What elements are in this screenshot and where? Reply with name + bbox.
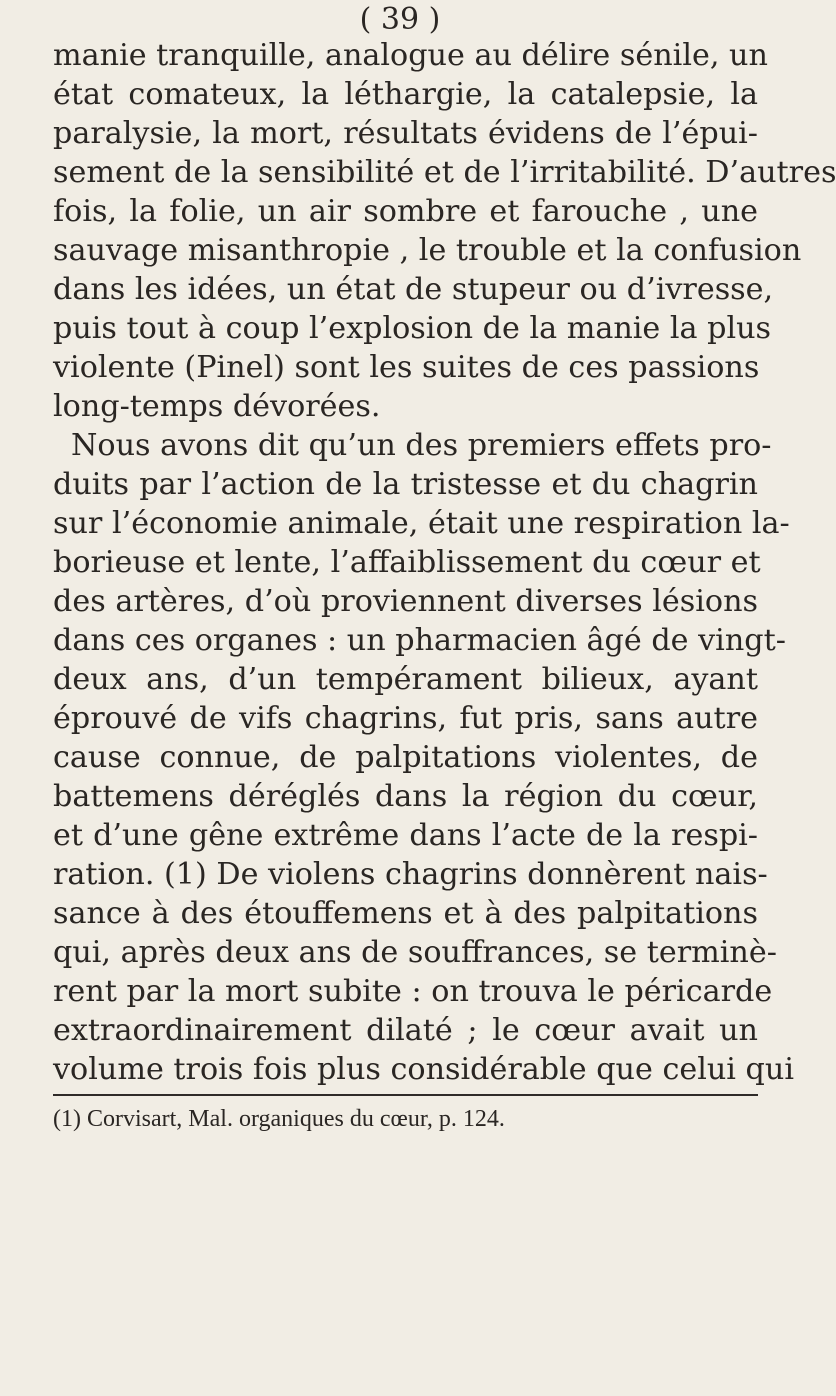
text-line: sauvage misanthropie , le trouble et la confusion [53, 233, 802, 268]
text-line: fois, la folie, un air sombre et farouche , une [53, 194, 758, 229]
text-line: sur l’économie animale, était une respiration la- [53, 506, 790, 541]
text-line: cause connue, de palpitations violentes, de [53, 740, 758, 775]
text-line: Nous avons dit qu’un des premiers effets pro- [71, 428, 772, 463]
text-line: puis tout à coup l’explosion de la manie la plus [53, 311, 772, 346]
text-line: et d’une gêne extrême dans l’acte de la respi- [53, 818, 758, 853]
text-line: violente (Pinel) sont les suites de ces passions [53, 350, 760, 385]
text-line: battemens déréglés dans la région du cœur, [53, 779, 758, 814]
text-line: des artères, d’où proviennent diverses lésions [53, 584, 758, 619]
footnote: (1) Corvisart, Mal. organiques du cœur, p. 124. [53, 1106, 505, 1132]
text-line: ration. (1) De violens chagrins donnèrent nais- [53, 857, 768, 892]
text-line: dans ces organes : un pharmacien âgé de vingt- [53, 623, 786, 658]
body-text [53, 36, 836, 1089]
text-line: sement de la sensibilité et de l’irritabilité. D’autres [53, 155, 836, 190]
text-line: long-temps dévorées. [53, 389, 381, 424]
text-line: sance à des étouffemens et à des palpitations [53, 896, 758, 931]
text-line: manie tranquille, analogue au délire sénile, un [53, 38, 768, 73]
page-number: ( 39 ) [359, 2, 441, 37]
footnote-rule [53, 1094, 758, 1096]
text-line: duits par l’action de la tristesse et du chagrin [53, 467, 758, 502]
text-line: état comateux, la léthargie, la catalepsie, la [53, 77, 758, 112]
text-line: extraordinairement dilaté ; le cœur avait un [53, 1013, 758, 1048]
text-line: qui, après deux ans de souffrances, se terminè- [53, 935, 777, 970]
text-line: borieuse et lente, l’affaiblissement du cœur et [53, 545, 761, 580]
text-line: rent par la mort subite : on trouva le péricarde [53, 974, 773, 1009]
text-line: volume trois fois plus considérable que celui qui [53, 1052, 794, 1087]
text-line: paralysie, la mort, résultats évidens de l’épui- [53, 116, 758, 151]
text-line: dans les idées, un état de stupeur ou d’ivresse, [53, 272, 774, 307]
text-line: deux ans, d’un tempérament bilieux, ayant [53, 662, 758, 697]
text-line: éprouvé de vifs chagrins, fut pris, sans autre [53, 701, 758, 736]
